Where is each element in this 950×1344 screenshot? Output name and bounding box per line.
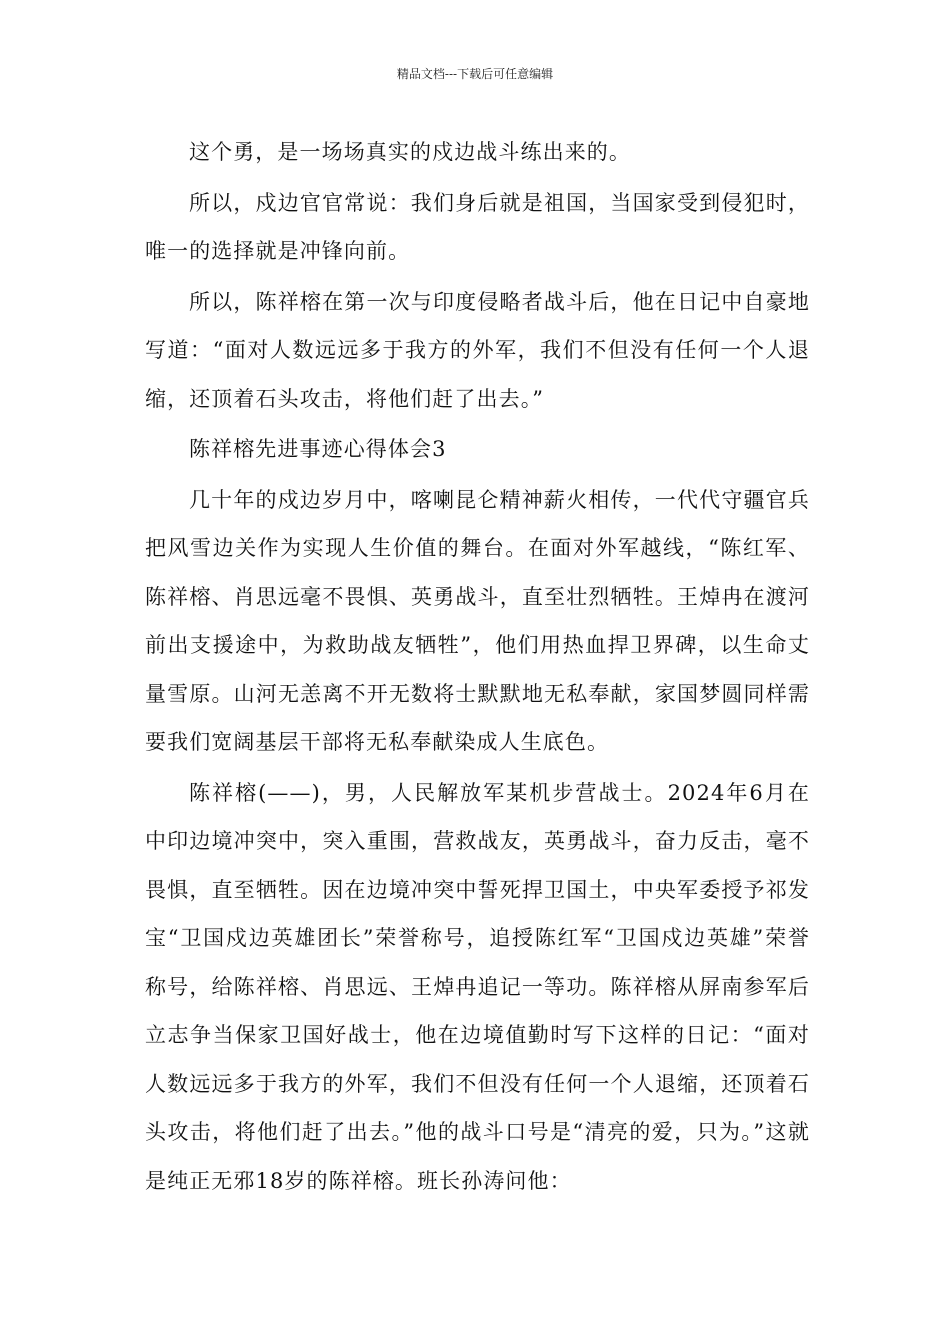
paragraph-5: 陈祥榕(——)，男，人民解放军某机步营战士。2024年6月在中印边境冲突中，突入重围，营救战友，英勇战斗，奋力反击，毫不畏惧，直至牺牲。因在边境冲突中誓死捍卫国土，中央军委授予祁发宝“卫国戍边英雄团长”荣誉称号，追授陈红军“卫国戍边英雄”荣誉称号，给陈祥榕、肖思远、王焯冉追记一等功。陈祥榕从屏南参军后立志争当保家卫国好战士，他在边境值勤时写下这样的日记：“面对人数远远多于我方的外军，我们不但没有任何一个人退缩，还顶着石头攻击，将他们赶了出去。”他的战斗口号是“清亮的爱，只为。”这就是纯正无邪18岁的陈祥榕。班长孙涛问他：: [145, 780, 810, 1193]
section-heading: 陈祥榕先进事迹心得体会3: [189, 437, 447, 461]
paragraph-1: 这个勇，是一场场真实的戍边战斗练出来的。: [189, 140, 631, 164]
document-body: [145, 128, 810, 1205]
paragraph-4: 几十年的戍边岁月中，喀喇昆仑精神薪火相传，一代代守疆官兵把风雪边关作为实现人生价值的舞台。在面对外军越线，“陈红军、陈祥榕、肖思远毫不畏惧、英勇战斗，直至壮烈牺牲。王焯冉在渡河前出支援途中，为救助战友牺牲”，他们用热血捍卫界碑，以生命丈量雪原。山河无恙离不开无数将士默默地无私奉献，家国梦圆同样需要我们宽阔基层干部将无私奉献染成人生底色。: [145, 487, 810, 754]
paragraph-3: 所以，陈祥榕在第一次与印度侵略者战斗后，他在日记中自豪地写道：“面对人数远远多于我方的外军，我们不但没有任何一个人退缩，还顶着石头攻击，将他们赶了出去。”: [145, 289, 810, 411]
paragraph-2: 所以，戍边官官常说：我们身后就是祖国，当国家受到侵犯时，唯一的选择就是冲锋向前。: [145, 190, 810, 263]
document-header: 精品文档---下载后可任意编辑: [396, 67, 554, 81]
